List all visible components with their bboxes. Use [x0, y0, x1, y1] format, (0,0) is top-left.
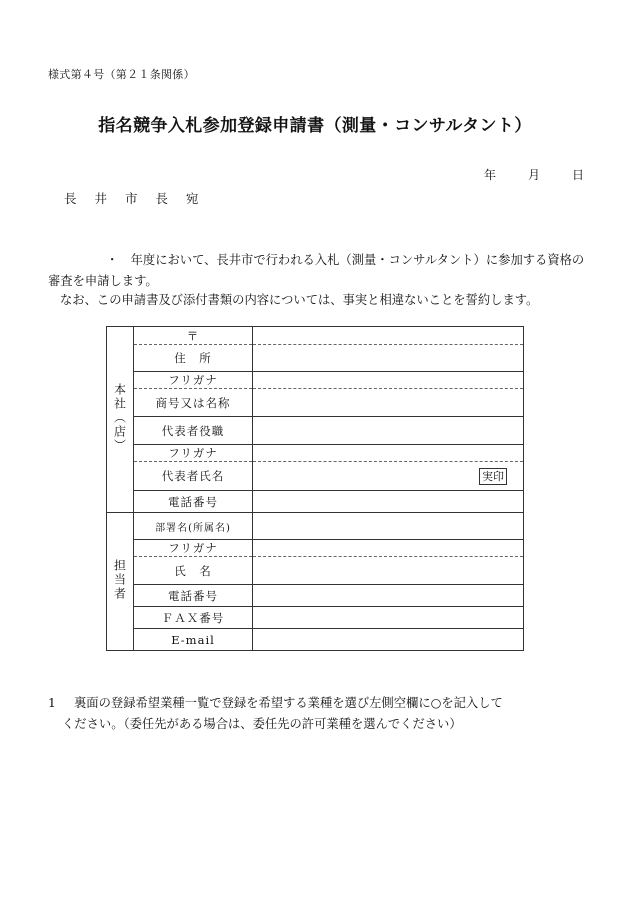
date-year: 年 [484, 168, 497, 182]
phone-field-office[interactable] [253, 491, 524, 513]
email-field[interactable] [253, 629, 524, 651]
furigana-label-company: フリガナ [134, 372, 253, 389]
contact-name-field[interactable] [253, 557, 524, 585]
intro-pledge [48, 290, 593, 308]
department-field[interactable] [253, 513, 524, 540]
company-name-label: 商号又は名称 [134, 389, 253, 417]
rep-name-field[interactable] [253, 462, 524, 491]
fax-field[interactable] [253, 607, 524, 629]
date-line [484, 166, 584, 183]
address-field[interactable] [253, 345, 524, 372]
postal-field[interactable] [253, 327, 524, 345]
date-day: 日 [572, 168, 585, 182]
contact-name-label: 氏 名 [134, 557, 253, 585]
seal-box: 実印 [479, 468, 507, 485]
rep-title-field[interactable] [253, 417, 524, 445]
rep-name-label: 代表者氏名 [134, 462, 253, 491]
registration-table [106, 326, 524, 651]
head-office-group: 本社（店） [107, 327, 134, 513]
form-number: 様式第４号（第２１条関係） [48, 68, 195, 81]
furigana-label-contact: フリガナ [134, 540, 253, 557]
department-label: 部署名(所属名) [134, 513, 253, 540]
furigana-field-rep[interactable] [253, 445, 524, 462]
instruction-note [48, 693, 588, 735]
intro-paragraph [48, 250, 588, 292]
phone-label-contact: 電話番号 [134, 585, 253, 607]
furigana-field-contact[interactable] [253, 540, 524, 557]
date-month: 月 [528, 168, 541, 182]
addressee: 長 井 市 長 宛 [64, 191, 206, 206]
fax-label: ＦＡＸ番号 [134, 607, 253, 629]
phone-field-contact[interactable] [253, 585, 524, 607]
contact-group: 担当者 [107, 513, 134, 651]
rep-title-label: 代表者役職 [134, 417, 253, 445]
intro-line1: ・ 年度において、長井市で行われる入札（測量・コンサルタント）に参加する資格の審査を申請します。 [48, 253, 585, 288]
note-line2: ください。（委任先がある場合は、委任先の許可業種を選んでください） [62, 717, 462, 731]
furigana-label-rep: フリガナ [134, 445, 253, 462]
furigana-field-company[interactable] [253, 372, 524, 389]
phone-label-office: 電話番号 [134, 491, 253, 513]
note-line1: 裏面の登録希望業種一覧で登録を希望する業種を選び左側空欄に○を記入して [74, 696, 503, 710]
intro-line2: なお、この申請書及び添付書類の内容については、事実と相違ないことを誓約します。 [60, 293, 539, 307]
email-label: E-mail [134, 629, 253, 651]
note-number: 1 [48, 696, 56, 710]
address-label: 住 所 [134, 345, 253, 372]
postal-label: 〒 [134, 327, 253, 345]
company-name-field[interactable] [253, 389, 524, 417]
page-title: 指名競争入札参加登録申請書（測量・コンサルタント） [98, 116, 532, 136]
